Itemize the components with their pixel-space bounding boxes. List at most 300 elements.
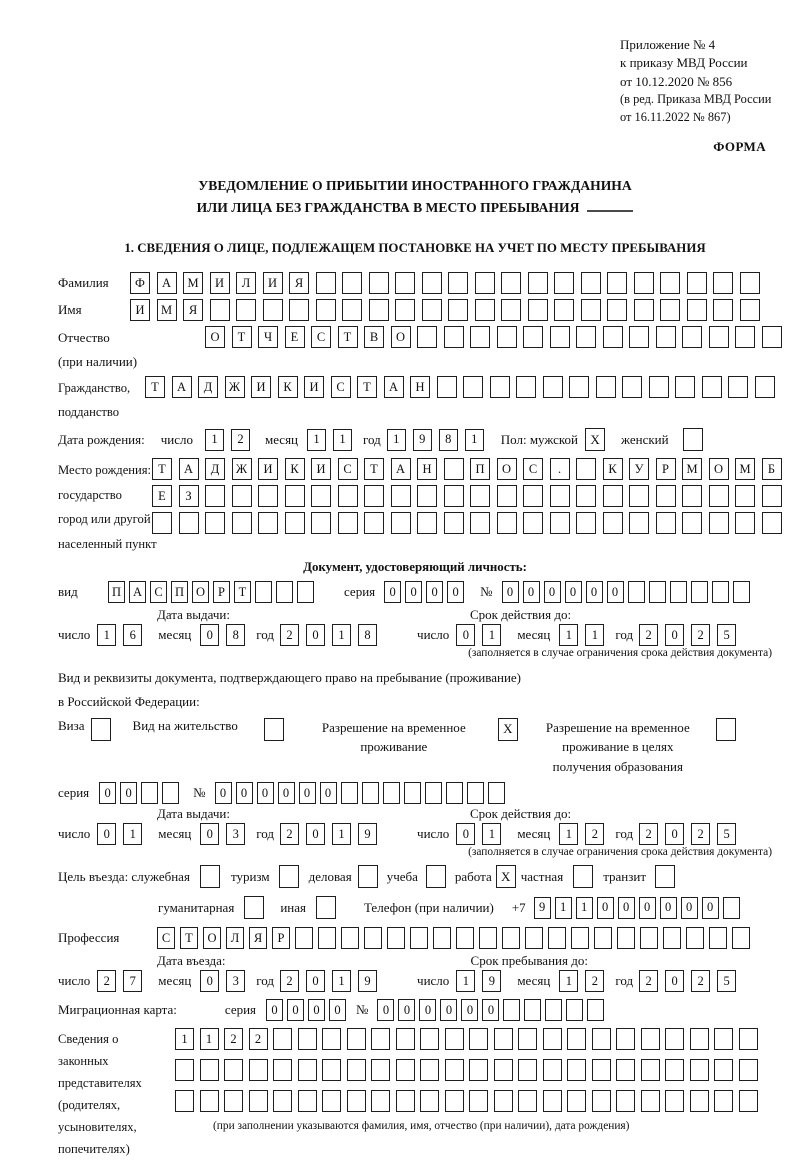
char-cell[interactable]: И xyxy=(130,299,150,321)
char-cell[interactable]: 5 xyxy=(717,823,736,845)
char-cell[interactable] xyxy=(475,272,495,294)
char-cell[interactable] xyxy=(665,1090,684,1112)
char-cell[interactable] xyxy=(463,376,483,398)
char-cell[interactable] xyxy=(396,1090,415,1112)
char-cell[interactable] xyxy=(616,1059,635,1081)
char-cell[interactable] xyxy=(641,1028,660,1050)
char-cell[interactable] xyxy=(524,999,541,1021)
char-cell[interactable]: У xyxy=(629,458,649,480)
char-cell[interactable] xyxy=(755,376,775,398)
char-cell[interactable]: 1 xyxy=(559,624,578,646)
char-cell[interactable]: Л xyxy=(236,272,256,294)
char-cell[interactable] xyxy=(713,299,733,321)
char-cell[interactable]: Л xyxy=(226,927,244,949)
char-cell[interactable] xyxy=(347,1059,366,1081)
char-cell[interactable] xyxy=(383,782,400,804)
char-cell[interactable] xyxy=(554,272,574,294)
char-cell[interactable] xyxy=(285,485,305,507)
char-cell[interactable]: О xyxy=(391,326,411,348)
char-cell[interactable] xyxy=(387,927,405,949)
char-cell[interactable] xyxy=(762,326,782,348)
char-cell[interactable]: М xyxy=(157,299,177,321)
char-cell[interactable] xyxy=(576,485,596,507)
char-cell[interactable] xyxy=(665,1028,684,1050)
char-cell[interactable]: 6 xyxy=(123,624,142,646)
char-cell[interactable] xyxy=(341,927,359,949)
char-cell[interactable] xyxy=(444,485,464,507)
char-cell[interactable]: Т xyxy=(152,458,172,480)
char-cell[interactable]: 0 xyxy=(607,581,624,603)
char-cell[interactable] xyxy=(567,1059,586,1081)
char-cell[interactable] xyxy=(518,1059,537,1081)
char-cell[interactable]: П xyxy=(108,581,125,603)
char-cell[interactable] xyxy=(497,512,517,534)
purpose-transit-checkbox[interactable] xyxy=(655,865,675,888)
char-cell[interactable]: С xyxy=(157,927,175,949)
char-cell[interactable] xyxy=(391,485,411,507)
char-cell[interactable] xyxy=(295,927,313,949)
char-cell[interactable]: 0 xyxy=(398,999,415,1021)
char-cell[interactable] xyxy=(433,927,451,949)
char-cell[interactable]: 1 xyxy=(576,897,593,919)
char-cell[interactable] xyxy=(687,272,707,294)
char-cell[interactable] xyxy=(714,1059,733,1081)
char-cell[interactable] xyxy=(371,1059,390,1081)
char-cell[interactable] xyxy=(550,485,570,507)
char-cell[interactable]: Т xyxy=(234,581,251,603)
char-cell[interactable]: 0 xyxy=(456,624,475,646)
char-cell[interactable] xyxy=(396,1059,415,1081)
char-cell[interactable]: 1 xyxy=(307,429,326,451)
char-cell[interactable]: 0 xyxy=(565,581,582,603)
purpose-tourism-checkbox[interactable] xyxy=(279,865,299,888)
char-cell[interactable] xyxy=(665,1059,684,1081)
char-cell[interactable]: Я xyxy=(183,299,203,321)
char-cell[interactable]: 9 xyxy=(534,897,551,919)
char-cell[interactable] xyxy=(528,272,548,294)
char-cell[interactable] xyxy=(629,326,649,348)
char-cell[interactable] xyxy=(417,326,437,348)
char-cell[interactable] xyxy=(616,1028,635,1050)
char-cell[interactable] xyxy=(596,376,616,398)
char-cell[interactable]: М xyxy=(183,272,203,294)
char-cell[interactable]: 0 xyxy=(419,999,436,1021)
char-cell[interactable] xyxy=(702,376,722,398)
char-cell[interactable] xyxy=(322,1059,341,1081)
char-cell[interactable] xyxy=(592,1028,611,1050)
char-cell[interactable] xyxy=(569,376,589,398)
visa-checkbox[interactable] xyxy=(91,718,111,741)
char-cell[interactable] xyxy=(603,326,623,348)
char-cell[interactable] xyxy=(273,1059,292,1081)
char-cell[interactable]: 1 xyxy=(332,624,351,646)
char-cell[interactable] xyxy=(690,1028,709,1050)
char-cell[interactable] xyxy=(607,299,627,321)
char-cell[interactable] xyxy=(298,1090,317,1112)
char-cell[interactable]: 2 xyxy=(97,970,116,992)
char-cell[interactable]: Т xyxy=(145,376,165,398)
char-cell[interactable]: 9 xyxy=(482,970,501,992)
char-cell[interactable] xyxy=(686,927,704,949)
char-cell[interactable] xyxy=(311,512,331,534)
char-cell[interactable] xyxy=(682,512,702,534)
char-cell[interactable] xyxy=(503,999,520,1021)
char-cell[interactable]: 0 xyxy=(306,823,325,845)
char-cell[interactable] xyxy=(543,1028,562,1050)
char-cell[interactable]: 0 xyxy=(266,999,283,1021)
char-cell[interactable] xyxy=(735,512,755,534)
char-cell[interactable] xyxy=(554,299,574,321)
char-cell[interactable] xyxy=(740,299,760,321)
char-cell[interactable] xyxy=(341,782,358,804)
char-cell[interactable] xyxy=(634,272,654,294)
char-cell[interactable] xyxy=(691,581,708,603)
char-cell[interactable] xyxy=(762,512,782,534)
char-cell[interactable] xyxy=(592,1090,611,1112)
char-cell[interactable]: Р xyxy=(272,927,290,949)
char-cell[interactable]: Я xyxy=(249,927,267,949)
char-cell[interactable]: 1 xyxy=(123,823,142,845)
char-cell[interactable]: 2 xyxy=(639,624,658,646)
char-cell[interactable]: 0 xyxy=(482,999,499,1021)
char-cell[interactable] xyxy=(338,512,358,534)
char-cell[interactable]: 1 xyxy=(200,1028,219,1050)
char-cell[interactable]: 3 xyxy=(226,823,245,845)
purpose-other-checkbox[interactable] xyxy=(316,896,336,919)
char-cell[interactable] xyxy=(364,927,382,949)
char-cell[interactable] xyxy=(298,1059,317,1081)
char-cell[interactable] xyxy=(603,485,623,507)
char-cell[interactable] xyxy=(224,1090,243,1112)
char-cell[interactable] xyxy=(603,512,623,534)
char-cell[interactable] xyxy=(567,1028,586,1050)
char-cell[interactable]: 0 xyxy=(287,999,304,1021)
char-cell[interactable]: И xyxy=(311,458,331,480)
char-cell[interactable] xyxy=(490,376,510,398)
char-cell[interactable]: С xyxy=(523,458,543,480)
char-cell[interactable] xyxy=(670,581,687,603)
char-cell[interactable]: 0 xyxy=(306,624,325,646)
char-cell[interactable] xyxy=(445,1090,464,1112)
char-cell[interactable] xyxy=(523,512,543,534)
char-cell[interactable]: 0 xyxy=(306,970,325,992)
char-cell[interactable] xyxy=(467,782,484,804)
char-cell[interactable]: 5 xyxy=(717,624,736,646)
char-cell[interactable]: 0 xyxy=(523,581,540,603)
char-cell[interactable]: 0 xyxy=(660,897,677,919)
char-cell[interactable]: 0 xyxy=(377,999,394,1021)
char-cell[interactable]: 0 xyxy=(405,581,422,603)
char-cell[interactable] xyxy=(497,485,517,507)
char-cell[interactable]: 0 xyxy=(586,581,603,603)
char-cell[interactable]: 0 xyxy=(426,581,443,603)
char-cell[interactable] xyxy=(682,326,702,348)
char-cell[interactable] xyxy=(714,1090,733,1112)
char-cell[interactable]: О xyxy=(203,927,221,949)
char-cell[interactable] xyxy=(494,1028,513,1050)
char-cell[interactable]: 0 xyxy=(665,823,684,845)
char-cell[interactable]: А xyxy=(391,458,411,480)
char-cell[interactable] xyxy=(316,272,336,294)
char-cell[interactable]: О xyxy=(205,326,225,348)
char-cell[interactable] xyxy=(528,299,548,321)
char-cell[interactable]: Ф xyxy=(130,272,150,294)
char-cell[interactable] xyxy=(391,512,411,534)
purpose-humanitarian-checkbox[interactable] xyxy=(244,896,264,919)
char-cell[interactable]: 1 xyxy=(482,624,501,646)
char-cell[interactable]: Т xyxy=(232,326,252,348)
char-cell[interactable] xyxy=(733,581,750,603)
char-cell[interactable] xyxy=(417,485,437,507)
char-cell[interactable] xyxy=(200,1059,219,1081)
char-cell[interactable]: С xyxy=(150,581,167,603)
char-cell[interactable] xyxy=(518,1028,537,1050)
char-cell[interactable] xyxy=(501,272,521,294)
char-cell[interactable]: 9 xyxy=(358,970,377,992)
char-cell[interactable] xyxy=(543,1059,562,1081)
char-cell[interactable]: Д xyxy=(205,458,225,480)
char-cell[interactable] xyxy=(550,326,570,348)
char-cell[interactable] xyxy=(255,581,272,603)
char-cell[interactable] xyxy=(200,1090,219,1112)
char-cell[interactable]: 2 xyxy=(585,823,604,845)
char-cell[interactable]: 9 xyxy=(413,429,432,451)
char-cell[interactable] xyxy=(338,485,358,507)
char-cell[interactable] xyxy=(543,1090,562,1112)
char-cell[interactable]: О xyxy=(192,581,209,603)
char-cell[interactable] xyxy=(709,927,727,949)
char-cell[interactable]: 2 xyxy=(691,624,710,646)
char-cell[interactable] xyxy=(445,1059,464,1081)
char-cell[interactable]: 0 xyxy=(502,581,519,603)
char-cell[interactable]: 0 xyxy=(639,897,656,919)
char-cell[interactable]: Ж xyxy=(225,376,245,398)
char-cell[interactable] xyxy=(437,376,457,398)
char-cell[interactable] xyxy=(395,272,415,294)
char-cell[interactable] xyxy=(660,299,680,321)
char-cell[interactable] xyxy=(179,512,199,534)
char-cell[interactable]: 1 xyxy=(465,429,484,451)
char-cell[interactable]: 7 xyxy=(123,970,142,992)
char-cell[interactable]: И xyxy=(263,272,283,294)
purpose-private-checkbox[interactable] xyxy=(573,865,593,888)
char-cell[interactable] xyxy=(656,512,676,534)
char-cell[interactable] xyxy=(709,512,729,534)
char-cell[interactable] xyxy=(475,299,495,321)
char-cell[interactable]: М xyxy=(735,458,755,480)
char-cell[interactable] xyxy=(628,581,645,603)
char-cell[interactable]: Р xyxy=(656,458,676,480)
char-cell[interactable] xyxy=(497,326,517,348)
char-cell[interactable]: Н xyxy=(417,458,437,480)
char-cell[interactable] xyxy=(656,326,676,348)
char-cell[interactable] xyxy=(629,512,649,534)
temp-residence-edu-checkbox[interactable] xyxy=(716,718,736,741)
char-cell[interactable] xyxy=(550,512,570,534)
char-cell[interactable]: 1 xyxy=(332,970,351,992)
char-cell[interactable]: В xyxy=(364,326,384,348)
char-cell[interactable]: 0 xyxy=(278,782,295,804)
char-cell[interactable] xyxy=(141,782,158,804)
char-cell[interactable]: Ж xyxy=(232,458,252,480)
char-cell[interactable] xyxy=(571,927,589,949)
char-cell[interactable]: Д xyxy=(198,376,218,398)
char-cell[interactable] xyxy=(470,326,490,348)
char-cell[interactable] xyxy=(656,485,676,507)
char-cell[interactable]: 0 xyxy=(257,782,274,804)
char-cell[interactable] xyxy=(567,1090,586,1112)
char-cell[interactable]: С xyxy=(338,458,358,480)
char-cell[interactable]: 0 xyxy=(544,581,561,603)
char-cell[interactable] xyxy=(395,299,415,321)
char-cell[interactable] xyxy=(342,299,362,321)
char-cell[interactable]: 2 xyxy=(639,823,658,845)
char-cell[interactable]: А xyxy=(179,458,199,480)
char-cell[interactable] xyxy=(258,485,278,507)
char-cell[interactable] xyxy=(469,1028,488,1050)
char-cell[interactable]: С xyxy=(311,326,331,348)
char-cell[interactable]: 1 xyxy=(332,823,351,845)
char-cell[interactable]: 1 xyxy=(585,624,604,646)
char-cell[interactable]: Р xyxy=(213,581,230,603)
char-cell[interactable] xyxy=(587,999,604,1021)
char-cell[interactable]: 0 xyxy=(200,624,219,646)
char-cell[interactable]: И xyxy=(304,376,324,398)
sex-female-checkbox[interactable] xyxy=(683,428,703,451)
char-cell[interactable]: Б xyxy=(762,458,782,480)
char-cell[interactable]: 0 xyxy=(97,823,116,845)
char-cell[interactable]: 2 xyxy=(224,1028,243,1050)
char-cell[interactable]: 2 xyxy=(691,823,710,845)
char-cell[interactable]: 0 xyxy=(456,823,475,845)
char-cell[interactable] xyxy=(316,299,336,321)
char-cell[interactable]: 0 xyxy=(597,897,614,919)
char-cell[interactable] xyxy=(566,999,583,1021)
char-cell[interactable] xyxy=(576,326,596,348)
char-cell[interactable]: 2 xyxy=(249,1028,268,1050)
char-cell[interactable] xyxy=(545,999,562,1021)
char-cell[interactable]: 0 xyxy=(320,782,337,804)
char-cell[interactable] xyxy=(735,326,755,348)
char-cell[interactable]: А xyxy=(129,581,146,603)
char-cell[interactable] xyxy=(311,485,331,507)
char-cell[interactable]: И xyxy=(258,458,278,480)
char-cell[interactable] xyxy=(276,581,293,603)
char-cell[interactable]: 0 xyxy=(200,823,219,845)
char-cell[interactable] xyxy=(422,299,442,321)
char-cell[interactable] xyxy=(420,1028,439,1050)
temp-residence-checkbox[interactable]: X xyxy=(498,718,518,741)
char-cell[interactable] xyxy=(592,1059,611,1081)
char-cell[interactable] xyxy=(175,1059,194,1081)
char-cell[interactable]: 1 xyxy=(456,970,475,992)
sex-male-checkbox[interactable]: X xyxy=(585,428,605,451)
char-cell[interactable]: М xyxy=(682,458,702,480)
char-cell[interactable] xyxy=(444,458,464,480)
char-cell[interactable]: 0 xyxy=(215,782,232,804)
char-cell[interactable]: 0 xyxy=(681,897,698,919)
char-cell[interactable]: К xyxy=(603,458,623,480)
char-cell[interactable] xyxy=(739,1059,758,1081)
char-cell[interactable] xyxy=(448,299,468,321)
char-cell[interactable]: Я xyxy=(289,272,309,294)
char-cell[interactable]: 0 xyxy=(99,782,116,804)
char-cell[interactable]: 0 xyxy=(200,970,219,992)
char-cell[interactable] xyxy=(732,927,750,949)
char-cell[interactable] xyxy=(371,1028,390,1050)
char-cell[interactable] xyxy=(470,512,490,534)
char-cell[interactable] xyxy=(175,1090,194,1112)
char-cell[interactable] xyxy=(709,326,729,348)
char-cell[interactable] xyxy=(735,485,755,507)
char-cell[interactable]: Е xyxy=(285,326,305,348)
char-cell[interactable] xyxy=(445,1028,464,1050)
char-cell[interactable]: Н xyxy=(410,376,430,398)
char-cell[interactable] xyxy=(347,1090,366,1112)
char-cell[interactable] xyxy=(224,1059,243,1081)
char-cell[interactable]: 0 xyxy=(384,581,401,603)
char-cell[interactable] xyxy=(617,927,635,949)
char-cell[interactable]: Т xyxy=(364,458,384,480)
char-cell[interactable] xyxy=(263,299,283,321)
char-cell[interactable]: 1 xyxy=(175,1028,194,1050)
char-cell[interactable]: 0 xyxy=(329,999,346,1021)
char-cell[interactable] xyxy=(369,299,389,321)
char-cell[interactable]: 2 xyxy=(585,970,604,992)
char-cell[interactable] xyxy=(347,1028,366,1050)
char-cell[interactable] xyxy=(444,512,464,534)
char-cell[interactable] xyxy=(249,1090,268,1112)
char-cell[interactable] xyxy=(396,1028,415,1050)
char-cell[interactable]: 1 xyxy=(482,823,501,845)
char-cell[interactable]: 1 xyxy=(559,823,578,845)
char-cell[interactable] xyxy=(660,272,680,294)
char-cell[interactable]: 1 xyxy=(205,429,224,451)
purpose-work-checkbox[interactable]: X xyxy=(496,865,516,888)
char-cell[interactable] xyxy=(371,1090,390,1112)
char-cell[interactable] xyxy=(663,927,681,949)
char-cell[interactable] xyxy=(641,1059,660,1081)
char-cell[interactable] xyxy=(649,581,666,603)
char-cell[interactable] xyxy=(249,1059,268,1081)
char-cell[interactable] xyxy=(404,782,421,804)
char-cell[interactable] xyxy=(422,272,442,294)
char-cell[interactable]: 8 xyxy=(226,624,245,646)
char-cell[interactable] xyxy=(687,299,707,321)
char-cell[interactable] xyxy=(518,1090,537,1112)
char-cell[interactable] xyxy=(502,927,520,949)
char-cell[interactable] xyxy=(576,512,596,534)
char-cell[interactable]: Е xyxy=(152,485,172,507)
char-cell[interactable]: Ч xyxy=(258,326,278,348)
char-cell[interactable]: К xyxy=(285,458,305,480)
char-cell[interactable]: 0 xyxy=(308,999,325,1021)
char-cell[interactable] xyxy=(714,1028,733,1050)
char-cell[interactable]: 1 xyxy=(559,970,578,992)
char-cell[interactable] xyxy=(420,1059,439,1081)
char-cell[interactable] xyxy=(258,512,278,534)
purpose-official-checkbox[interactable] xyxy=(200,865,220,888)
char-cell[interactable] xyxy=(210,299,230,321)
char-cell[interactable]: К xyxy=(278,376,298,398)
char-cell[interactable] xyxy=(469,1090,488,1112)
char-cell[interactable]: 0 xyxy=(440,999,457,1021)
char-cell[interactable] xyxy=(641,1090,660,1112)
char-cell[interactable] xyxy=(607,272,627,294)
char-cell[interactable] xyxy=(342,272,362,294)
char-cell[interactable] xyxy=(634,299,654,321)
char-cell[interactable] xyxy=(581,272,601,294)
